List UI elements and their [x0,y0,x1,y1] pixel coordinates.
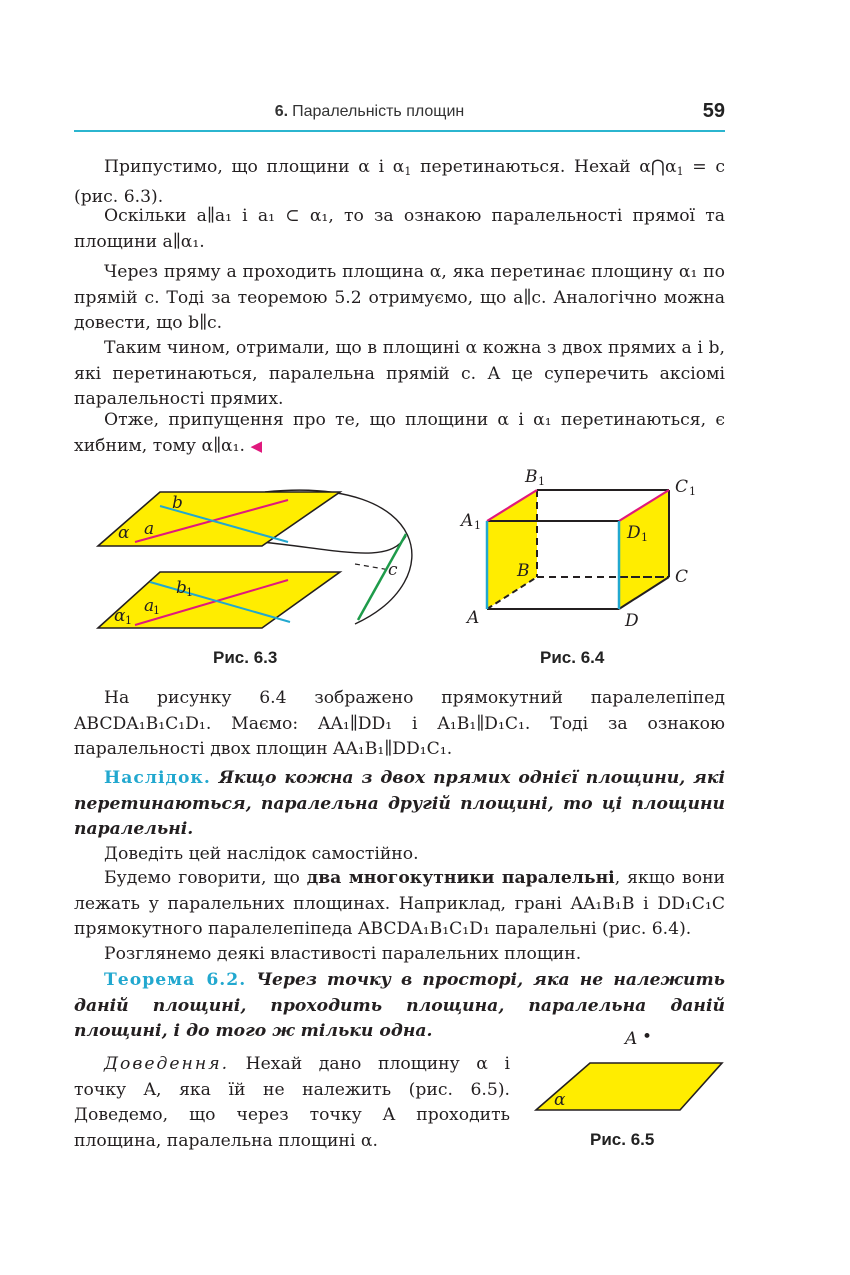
label-C1: C [675,477,689,497]
label-B: B [517,561,530,581]
label-alpha1: α [114,606,126,626]
figure-6-3 [90,480,420,640]
label-B1-sub: 1 [538,475,545,488]
paragraph-2: Оскільки a∥a₁ і a₁ ⊂ α₁, то за ознакою паралельності прямої та площини a∥α₁. [74,206,725,252]
label-a: a [144,519,155,539]
caption-fig-6-5: Рис. 6.5 [590,1130,655,1149]
paragraph-1: Припустимо, що площини α і $\alpha_1$ перетинаються. Нехай $\alpha⋂\alpha_1 = c$ (рис. 6.3). [74,157,725,207]
corollary: Наслідок. Якщо кожна з двох прямих однієї площини, які перетинаються, паралельна другій площині, то ці площини паралельні. [74,768,725,840]
label-b: b [172,493,183,513]
running-title [74,103,665,121]
label-A1: A [461,511,474,531]
proof-label: Доведення. [104,1054,230,1074]
corollary-label: Наслідок. [104,768,211,788]
label-alpha1-sub: 1 [125,614,132,627]
paragraph-7: Доведіть цей наслідок самостійно. [104,844,419,864]
theorem-label: Теорема 6.2. [104,970,247,990]
label-a1-sub: 1 [153,604,160,617]
end-of-proof-mark: ◀ [250,436,263,455]
chapter-title: Паралельність площин [292,103,465,120]
label-b1: b [176,578,187,598]
label-A1-sub: 1 [474,519,481,532]
label-c: c [388,560,398,580]
label-b1-sub: 1 [186,586,193,599]
paragraph-9: Розглянемо деякі властивості паралельних площин. [104,944,582,964]
proof: Доведення. Нехай дано площину α і точку A, яка їй не належить (рис. 6.5). Доведемо, що через точку A проходить площина, паралельна площині α. [74,1054,510,1151]
label-a1: a [144,596,155,616]
label-D1: D [627,523,641,543]
point-A-dot: • [642,1027,653,1047]
paragraph-5: Отже, припущення про те, що площини α і α₁ перетинаються, є хибним, тому α∥α₁. ◀ [74,410,725,456]
label-D1-sub: 1 [641,531,648,544]
chapter-number: 6. [274,103,289,120]
paragraph-4: Таким чином, отримали, що в площині α кожна з двох прямих a і b, які перетинаються, паралельна прямій c. А це суперечить аксіомі паралельності прямих. [74,338,725,410]
figure-6-5 [530,1020,730,1120]
caption-fig-6-4: Рис. 6.4 [540,648,605,667]
paragraph-8: Будемо говорити, що два многокутники паралельні, якщо вони лежать у паралельних площинах. Наприклад, грані AA₁B₁B і DD₁C₁C прямокутного паралелепіпеда ABCDA₁B₁C₁D₁ паралельні (рис. 6.4). [74,868,725,940]
label-A-point: A [625,1029,638,1049]
theorem-6-2: Теорема 6.2. Через точку в просторі, яка не належить даній площині, проходить площина, паралельна даній площині, і до того ж тільки одна. [74,970,725,1042]
label-C1-sub: 1 [689,485,696,498]
label-alpha: α [118,523,130,543]
paragraph-6: На рисунку 6.4 зображено прямокутний паралелепіпед ABCDA₁B₁C₁D₁. Маємо: AA₁∥DD₁ і A₁B₁∥D₁C₁. Тоді за ознакою паралельності двох площин AA₁B₁∥DD₁C₁. [74,688,725,760]
figure-6-4 [455,468,705,638]
label-A: A [467,608,480,628]
label-C: C [675,567,689,587]
label-D: D [625,611,639,631]
paragraph-3: Через пряму a проходить площина α, яка перетинає площину α₁ по прямій c. Тоді за теоремою 5.2 отримуємо, що a∥c. Аналогічно можна довести, що b∥c. [74,262,725,334]
caption-fig-6-3: Рис. 6.3 [213,648,278,667]
page-number: 59 [702,100,725,122]
label-alpha: α [554,1090,566,1110]
label-B1: B [525,468,538,487]
page-header [74,100,725,132]
